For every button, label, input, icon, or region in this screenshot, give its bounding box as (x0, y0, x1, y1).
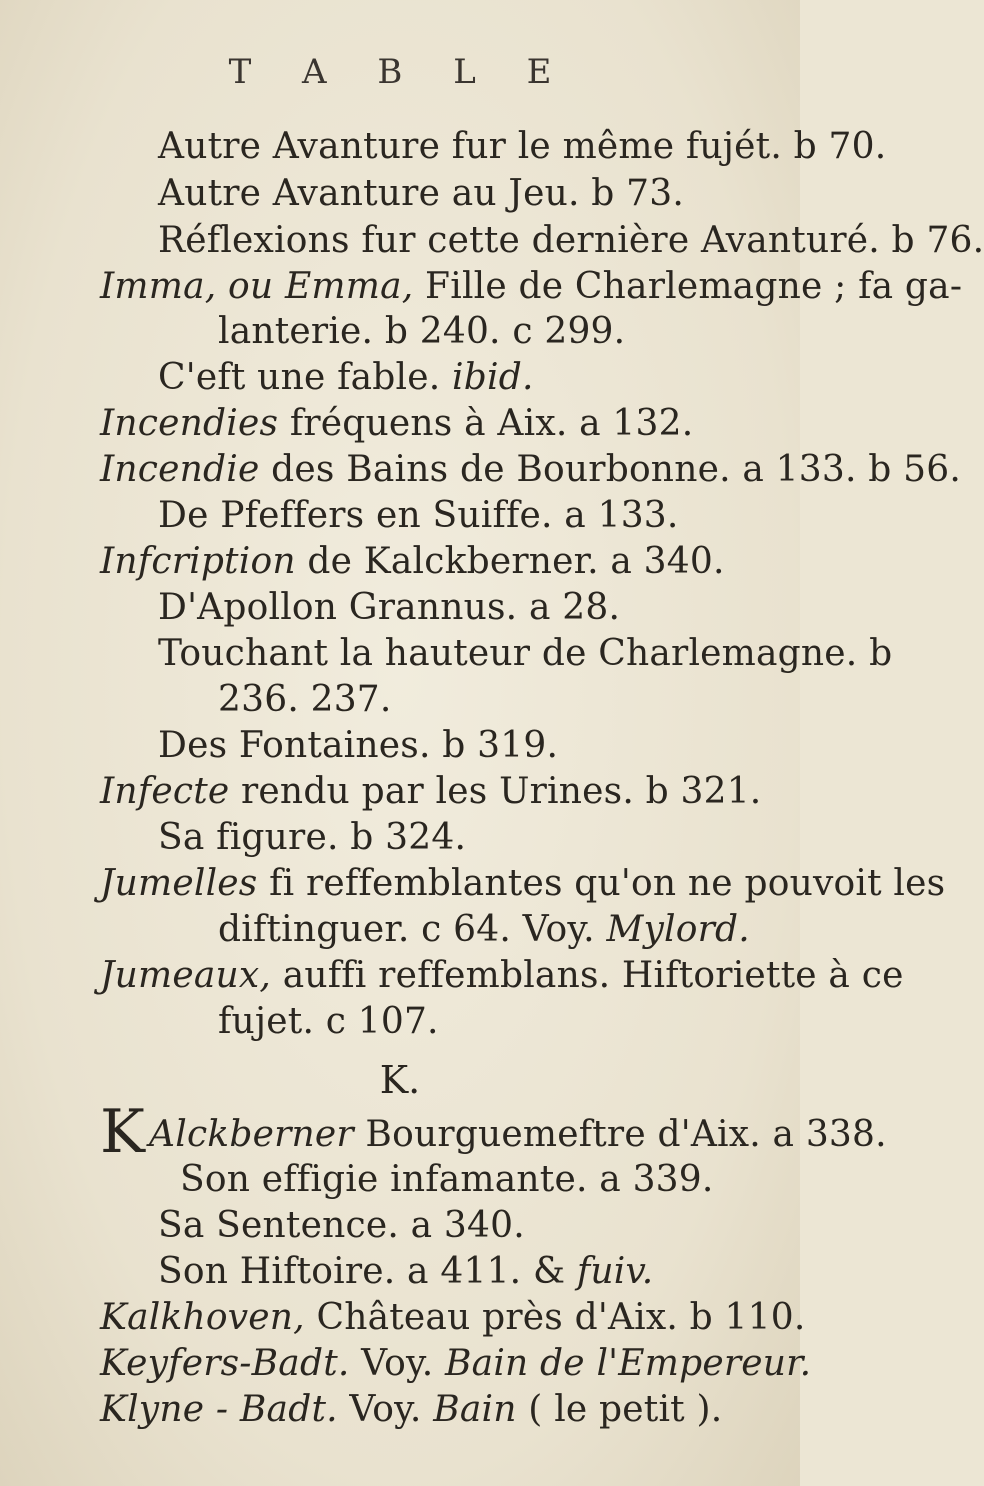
entry-text: fi reffemblantes qu'on ne pouvoit les (257, 863, 946, 904)
index-line (100, 1342, 811, 1386)
index-line (100, 954, 904, 998)
entry-headword: Imma, ou Emma, (100, 266, 414, 307)
index-line (158, 356, 534, 400)
entry-text: Autre Avanture fur le même fujét. b 70. (158, 126, 887, 167)
entry-headword: Infcription (100, 541, 296, 582)
index-line (158, 125, 886, 169)
entry-reference: fuiv. (576, 1251, 654, 1292)
entry-text: lanterie. b 240. c 299. (218, 311, 626, 352)
index-line (100, 1097, 887, 1167)
index-line (100, 540, 725, 584)
index-line (158, 1204, 525, 1248)
index-line (218, 310, 625, 354)
entry-headword: Jumeaux, (100, 955, 272, 996)
entry-headword: Incendies (100, 403, 279, 444)
entry-text: De Pfeffers en Suiffe. a 133. (158, 495, 679, 536)
index-line (158, 219, 984, 263)
index-line (158, 1250, 653, 1294)
entry-reference: Bain (433, 1389, 517, 1430)
drop-cap: K (100, 1097, 146, 1167)
entry-text: Son effigie infamante. a 339. (180, 1159, 714, 1200)
index-line (158, 586, 620, 630)
entry-text: Touchant la hauteur de Charlemagne. b (158, 633, 893, 674)
entry-text: rendu par les Urines. b 321. (229, 771, 762, 812)
index-line (158, 816, 466, 860)
entry-text: des Bains de Bourbonne. a 133. b 56. (259, 449, 962, 490)
entry-text: Voy. (349, 1343, 445, 1384)
entry-headword: Alckberner (149, 1114, 354, 1155)
entry-suffix: ( le petit ). (516, 1389, 723, 1430)
entry-text: 236. 237. (218, 679, 392, 720)
entry-text: auffi reffemblans. Hiftoriette à ce (271, 955, 904, 996)
entry-text: de Kalckberner. a 340. (295, 541, 725, 582)
entry-text: fujet. c 107. (218, 1001, 439, 1042)
index-line (100, 402, 693, 446)
entry-headword: Kalkhoven, (100, 1297, 305, 1338)
entry-text: Bourguemeftre d'Aix. a 338. (353, 1114, 887, 1155)
entry-headword: Incendie (100, 449, 260, 490)
running-head: T A B L E (228, 52, 572, 92)
entry-text: C'eft une fable. (158, 357, 453, 398)
entry-text: diftinguer. c 64. Voy. (218, 909, 607, 950)
entry-text: Sa figure. b 324. (158, 817, 467, 858)
entry-reference: Bain de l'Empereur. (445, 1343, 812, 1384)
entry-headword: Keyfers-Badt. (100, 1343, 350, 1384)
entry-text: fréquens à Aix. a 132. (278, 403, 694, 444)
index-line (218, 908, 750, 952)
entry-text: Sa Sentence. a 340. (158, 1205, 525, 1246)
entry-text: Son Hiftoire. a 411. & (158, 1251, 577, 1292)
entry-reference: Mylord. (606, 909, 750, 950)
index-line (158, 724, 558, 768)
entry-headword: Jumelles (100, 863, 258, 904)
index-line (100, 265, 962, 309)
entry-headword: Infecte (100, 771, 230, 812)
index-line (158, 494, 679, 538)
index-line (100, 862, 945, 906)
index-line (218, 678, 392, 722)
index-line (100, 448, 961, 492)
index-line (100, 770, 761, 814)
section-k-heading: K. (379, 1058, 421, 1102)
index-line (158, 172, 684, 216)
entry-text: Autre Avanture au Jeu. b 73. (158, 173, 684, 214)
index-line (180, 1158, 714, 1202)
entry-text: Réflexions fur cette dernière Avanturé. b 76. (158, 220, 984, 261)
index-line (218, 1000, 439, 1044)
entry-reference: ibid. (452, 357, 534, 398)
entry-text: Voy. (337, 1389, 434, 1430)
index-line (100, 1296, 806, 1340)
index-line (158, 632, 892, 676)
entry-text: Des Fontaines. b 319. (158, 725, 559, 766)
entry-text: Fille de Charlemagne ; fa ga- (413, 266, 963, 307)
index-line (100, 1388, 722, 1432)
entry-headword: Klyne - Badt. (100, 1389, 338, 1430)
entry-text: Château près d'Aix. b 110. (304, 1297, 806, 1338)
entry-text: D'Apollon Grannus. a 28. (158, 587, 621, 628)
